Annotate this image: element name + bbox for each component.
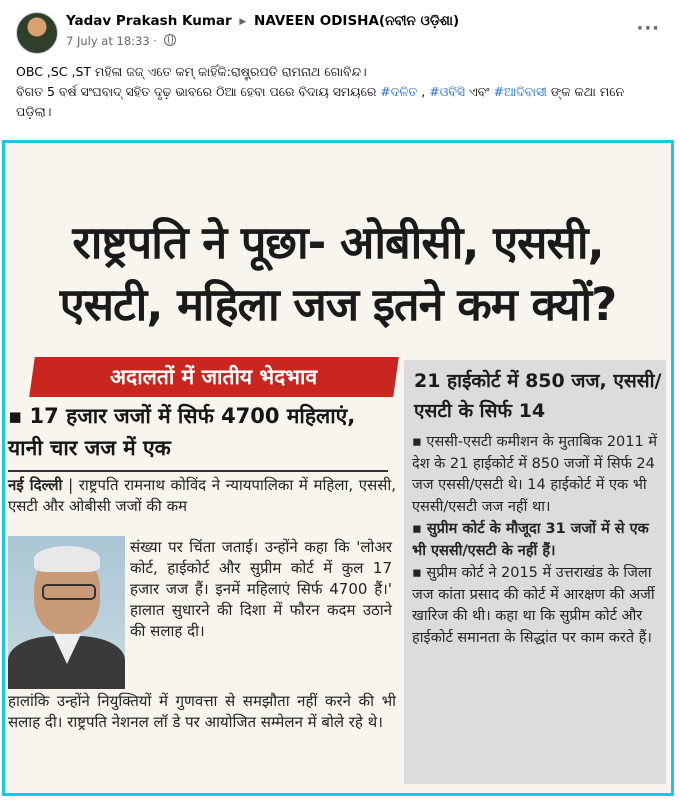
hashtag-adivasi[interactable]: #ଆଦିବାସୀ — [493, 84, 547, 99]
post-text-prefix: ବିଗତ 5 ବର୍ଷ ସଂଘବାଦ୍ ସହିତ ଦୃଢ଼ ଭାବରେ ଠିଆ ହେବା ପରେ ବିଦାୟ ସମୟରେ — [16, 84, 381, 99]
side-box-heading: 21 हाईकोर्ट में 850 जज, एससी/एसटी के सिर्फ 14 — [414, 370, 662, 422]
side-box-point2: ▪ सुप्रीम कोर्ट के मौजूदा 31 जजों में से एक भी एससी/एसटी के नहीं हैं। — [412, 521, 649, 559]
avatar[interactable] — [16, 12, 58, 54]
post-text-suffix: ଙ୍କ କଥା ମନେ ପଡ଼ିଲା। — [16, 84, 625, 119]
headline-line1: राष्ट्रपति ने पूछा- ओबीसी, एससी, — [72, 216, 604, 269]
headline-line2: एसटी, महिला जज इतने कम क्यों? — [59, 278, 617, 331]
president-photo — [8, 536, 125, 689]
newspaper-headline — [6, 212, 670, 336]
post-timestamp[interactable]: 7 July at 18:33 · — [66, 34, 157, 48]
separator: ଏବଂ — [465, 84, 494, 99]
article-body-right: संख्या पर चिंता जताई। उन्होंने कहा कि 'लोअर कोर्ट, हाईकोर्ट और सुप्रीम कोर्ट में कुल 17 हजार जज हैं। इनमें महिलाएं सिर्फ 4700 हैं।' हालात सुधारने की दिशा में फौरन कदम उठाने की सलाह दी। — [130, 538, 392, 640]
article-body-top — [8, 475, 396, 517]
hashtag-dalit[interactable]: #ଦଳିତ — [380, 84, 418, 99]
more-options-icon[interactable]: ··· — [636, 18, 660, 39]
side-box-point1: ▪ एससी-एसटी कमीशन के मुताबिक 2011 में देश के 21 हाईकोर्ट में 850 जजों में सिर्फ 24 जज एससी/एसटी थे। 14 हाईकोर्ट में एक भी एससी/एसटी जज नहीं था। — [412, 434, 658, 515]
section-bar — [29, 357, 399, 397]
page-name[interactable]: NAVEEN ODISHA(ନବୀନ ଓଡ଼ିଶା) — [254, 13, 460, 29]
photo-hair — [34, 546, 100, 572]
post-meta — [66, 34, 176, 48]
side-box-point3: ▪ सुप्रीम कोर्ट ने 2015 में उत्तराखंड के जिला जज कांता प्रसाद की कोर्ट में आरक्षण की अर्जी खारिज की थी। कहा था कि सुप्रीम कोर्ट और हाईकोर्ट समानता के सिद्धांत पर काम करते हैं। — [412, 565, 655, 646]
post-text — [16, 62, 656, 122]
divider — [8, 470, 388, 472]
author-name[interactable]: Yadav Prakash Kumar — [66, 13, 232, 29]
article-body-top-text: | राष्ट्रपति रामनाथ कोविंद ने न्यायपालिका में महिला, एससी, एसटी और ओबीसी जजों की कम — [8, 476, 396, 515]
post-text-line2 — [16, 82, 656, 122]
dateline: नई दिल्ली — [8, 476, 63, 494]
section-bar-label: अदालतों में जातीय भेदभाव — [110, 365, 318, 389]
author-line — [66, 13, 459, 29]
globe-icon — [164, 34, 176, 46]
side-box-body — [412, 432, 662, 650]
left-bullet-heading: ▪ 17 हजार जजों में सिर्फ 4700 महिलाएं, यानी चार जज में एक — [8, 404, 356, 460]
separator: , — [417, 84, 430, 99]
photo-glasses — [42, 584, 96, 600]
post-header — [0, 0, 680, 140]
arrow-right-icon: ▶ — [239, 17, 247, 27]
hashtag-obc[interactable]: #ଓବିସି — [429, 84, 465, 99]
article-body-bottom: हालांकि उन्होंने नियुक्तियों में गुणवत्ता से समझौता नहीं करने की भी सलाह दी। राष्ट्रपति नेशनल लॉ डे पर आयोजित सम्मेलन में बोले रहे थे। — [8, 692, 396, 731]
post-text-line1: OBC ,SC ,ST ମହିଳା ଜଜ୍ ଏତେ କମ୍ କାହିଁକି:ରାଷ୍ଟ୍ରପତି ରାମନାଥ ଗୋବିନ୍ଦ। — [16, 64, 367, 79]
